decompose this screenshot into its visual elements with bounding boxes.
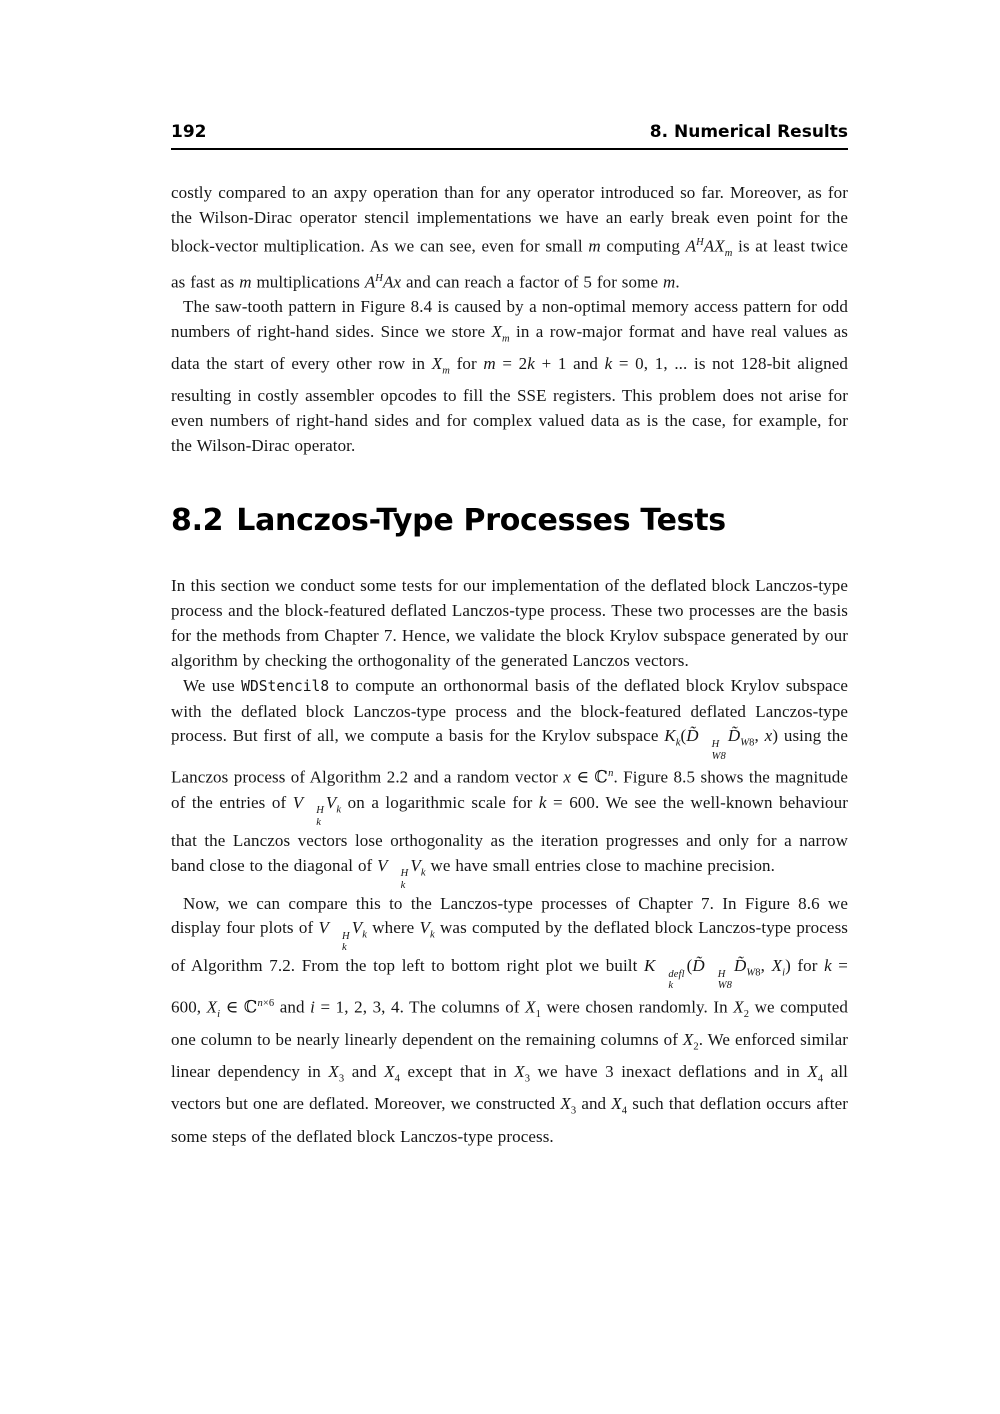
page-body (171, 181, 848, 1150)
text-column (171, 0, 848, 1150)
page-number: 192 (171, 122, 207, 142)
running-title: 8. Numerical Results (649, 122, 848, 142)
section-number: 8.2 (171, 502, 224, 538)
paragraph-wdstencil-lanczos: We use WDStencil8 to compute an orthonormal basis of the deflated block Krylov subspace with the deflated block Lanczos-type process and the block-featured deflated Lanczos-type process. But first of all, we compute a basis for the Krylov subspace $K_k(D̃$ H W8 $D̃_{W8}$, x) using the Lanczos process of Algorithm 2.2 and a random vector x ∈ ℂ$^n$. Figure 8.5 shows the magnitude of the entries of V H k $V_k$ on a logarithmic scale for k = 600. We see the well-known behaviour that the Lanczos vectors lose orthogonality as the iteration progresses and only for a narrow band close to the diagonal of V H k $V_k$ we have small entries close to machine precision. (171, 675, 849, 891)
paragraph-section-intro: In this section we conduct some tests for our implementation of the deflated block Lanczos-type process and the block-featured deflated Lanczos-type process. These two processes are the basis for the methods from Chapter 7. Hence, we validate the block Krylov subspace generated by our algorithm by checking the orthogonality of the generated Lanczos vectors. (171, 576, 848, 670)
paragraph-sawtooth-pattern: The saw-tooth pattern in Figure 8.4 is caused by a non-optimal memory access pattern for odd numbers of right-hand sides. Since we store $X_m$ in a row-major format and have real values as data the start of every other row in $X_m$ for m = 2k + 1 and k = 0, 1, ... is not 128-bit aligned resulting in costly assembler opcodes to fill the SSE registers. This problem does not arise for even numbers of right-hand sides and for complex valued data as is the case, for example, for the Wilson-Dirac operator. (171, 297, 849, 456)
header-rule (171, 148, 848, 150)
section-heading (171, 504, 848, 539)
paragraph-axpy-comparison: costly compared to an axpy operation than for any operator introduced so far. Moreover, as for the Wilson-Dirac operator stencil implementations we have an early break even point for the block-vector multiplication. As we can see, even for small m computing $A^HAX_m$ is at least twice as fast as m multiplications $A^HAx$ and can reach a factor of 5 for some m. (171, 183, 848, 292)
paragraph-figure-86-comparison: Now, we can compare this to the Lanczos-type processes of Chapter 7. In Figure 8.6 we display four plots of V H k $V_k$ where $V_k$ was computed by the deflated block Lanczos-type process of Algorithm 7.2. From the top left to bottom right plot we built K defl k (D̃ H W8 $D̃_{W8}$, $X_i$) for k = 600, $X_i$ ∈ ℂ$^{n\times 6}$ and i = 1, 2, 3, 4. The columns of $X_1$ were chosen randomly. In $X_2$ we computed one column to be nearly linearly dependent on the remaining columns of $X_2$. We enforced similar linear dependency in $X_3$ and $X_4$ except that in $X_3$ we have 3 inexact deflations and in $X_4$ all vectors but one are deflated. Moreover, we constructed $X_3$ and $X_4$ such that deflation occurs after some steps of the deflated block Lanczos-type process. (171, 893, 849, 1146)
section-title: Lanczos-Type Processes Tests (236, 502, 726, 538)
page-header (171, 122, 848, 142)
